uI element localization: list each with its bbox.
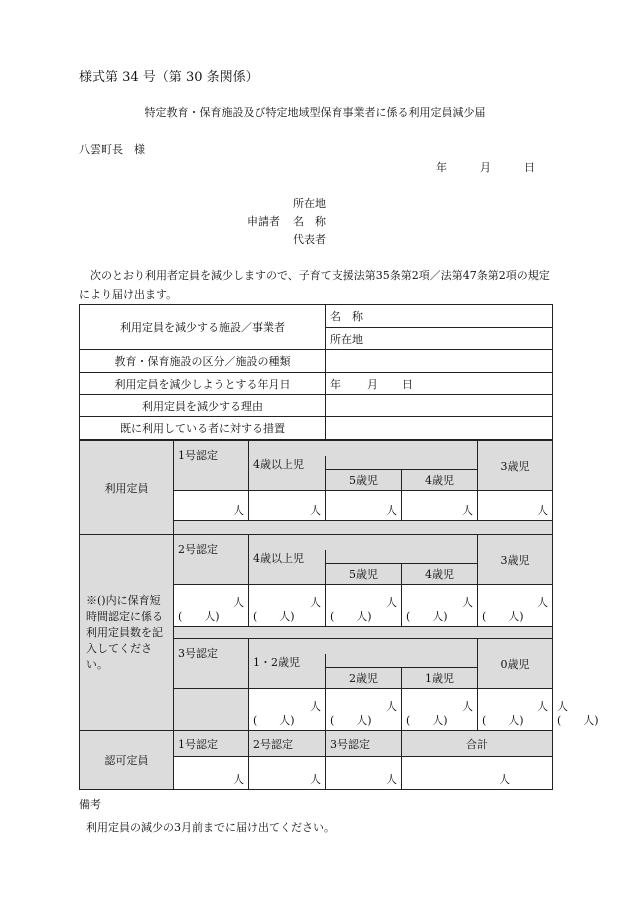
unit: 人 (310, 773, 321, 786)
age4-label-1: 4歳児 (402, 470, 478, 491)
unit: 人 (310, 596, 321, 609)
age3-label-1: 3歳児 (478, 441, 553, 491)
short-time-count: ( 人) (482, 714, 524, 727)
unit: 人 (462, 596, 473, 609)
approved-label: 認可定員 (80, 731, 174, 790)
short-time-count: ( 人) (253, 610, 295, 623)
unit: 人 (386, 596, 397, 609)
age2-label: 2歳児 (326, 668, 402, 689)
cert1-age5-count[interactable] (326, 491, 402, 521)
unit: 人 (386, 773, 397, 786)
reduction-year: 年 (330, 377, 341, 391)
cert1-age4plus-count[interactable] (249, 491, 326, 521)
capacity-note: ※()内に保育短時間認定に係る利用定員数を記入してください。 (80, 535, 174, 731)
capacity-label-cell (80, 441, 174, 535)
short-time-count: ( 人) (178, 610, 220, 623)
remarks-label: 備考 (79, 798, 101, 811)
unit: 人 (233, 596, 244, 609)
addressee: 八雲町長 様 (79, 143, 145, 156)
remarks-text: 利用定員の減少の3月前までに届け出てください。 (86, 821, 335, 834)
age0-label: 0歳児 (478, 639, 553, 689)
applicant-block (247, 195, 326, 249)
age12-label: 1・2歳児 (249, 654, 326, 689)
unit: 人 (310, 700, 321, 713)
intro-text: 次のとおり利用者定員を減少しますので、子育て支援法第35条第2項／法第47条第2項の規定により届け出ます。 (79, 269, 550, 301)
capacity-label: 利用定員 (104, 481, 149, 495)
cert3-age1-count[interactable] (478, 689, 553, 731)
unit: 人 (499, 773, 510, 786)
approved-total-label: 合計 (402, 731, 553, 757)
reduction-day: 日 (402, 377, 413, 391)
unit: 人 (233, 504, 244, 517)
date-month: 月 (480, 161, 491, 174)
category-label: 教育・保育施設の区分／施設の種類 (80, 350, 326, 373)
reason-label: 利用定員を減少する理由 (80, 395, 326, 417)
facility-address-field[interactable] (326, 328, 553, 350)
cert1-count[interactable] (174, 491, 249, 521)
facility-name-field[interactable] (326, 305, 553, 328)
approved-c1-label: 1号認定 (174, 731, 249, 757)
short-time-count: ( 人) (330, 610, 372, 623)
unit: 人 (537, 596, 548, 609)
age1-label: 1歳児 (402, 668, 478, 689)
cert2-age4-count[interactable] (402, 585, 478, 627)
cert1-age4-count[interactable] (402, 491, 478, 521)
age3-label-2: 3歳児 (478, 535, 553, 585)
date-day: 日 (524, 161, 535, 174)
short-time-count: ( 人) (482, 610, 524, 623)
facility-label: 利用定員を減少する施設／事業者 (80, 305, 326, 350)
category-field[interactable] (326, 350, 553, 373)
short-time-count: ( 人) (330, 714, 372, 727)
unit: 人 (462, 700, 473, 713)
applicant-name-label: 名 称 (293, 215, 326, 228)
measures-field[interactable] (326, 417, 553, 440)
applicant-address-label: 所在地 (293, 197, 326, 210)
cert3-count[interactable] (249, 689, 326, 731)
age4plus-label-1: 4歳以上児 (249, 456, 326, 491)
age4plus-label-2: 4歳以上児 (249, 550, 326, 585)
approved-c1-count[interactable] (174, 757, 249, 790)
unit: 人 (557, 700, 568, 713)
cert2-age5-count[interactable] (326, 585, 402, 627)
unit: 人 (386, 504, 397, 517)
facility-name-label: 名 称 (330, 310, 363, 323)
approved-c3-count[interactable] (326, 757, 402, 790)
cert2-label: 2号認定 (174, 535, 249, 585)
cert3-age12-count[interactable] (326, 689, 402, 731)
unit: 人 (537, 504, 548, 517)
submission-date (436, 159, 535, 175)
reduction-date-label: 利用定員を減少しようとする年月日 (80, 373, 326, 395)
applicant-representative-label: 代表者 (293, 233, 326, 246)
unit: 人 (462, 504, 473, 517)
age5-label-2: 5歳児 (326, 564, 402, 585)
short-time-count: ( 人) (406, 714, 448, 727)
cert1-age3-count[interactable] (478, 491, 553, 521)
cert3-age2-count[interactable] (402, 689, 478, 731)
cert2-count[interactable] (174, 585, 249, 627)
age4-label-2: 4歳児 (402, 564, 478, 585)
date-year: 年 (436, 161, 447, 174)
approved-total-count[interactable] (402, 757, 553, 790)
cert2-age3-count[interactable] (478, 585, 553, 627)
facility-address-label: 所在地 (330, 332, 363, 346)
info-table (79, 304, 553, 440)
approved-c2-count[interactable] (249, 757, 326, 790)
measures-label: 既に利用している者に対する措置 (80, 417, 326, 440)
approved-c3-label: 3号認定 (326, 731, 402, 757)
cert2-age4plus-count[interactable] (249, 585, 326, 627)
form-number: 様式第 34 号（第 30 条関係） (79, 70, 259, 85)
applicant-label: 申請者 (247, 215, 280, 228)
unit: 人 (233, 773, 244, 786)
reduction-month: 月 (367, 377, 378, 391)
reason-field[interactable] (326, 395, 553, 417)
approved-c2-label: 2号認定 (249, 731, 326, 757)
document-title: 特定教育・保育施設及び特定地域型保育事業者に係る利用定員減少届 (144, 106, 486, 119)
cert1-label: 1号認定 (174, 441, 249, 491)
capacity-table: 利用定員 1号認定 3歳児 4歳以上児 5歳児 4歳児 人 人 人 人 人 ※()内に保育短時間認定に係る利用定員数を記入してください。 2号認定 3歳児 4歳以上児 5歳児 4歳児 人 ( 人) 人 ( 人) 人 ( 人) 人 ( 人) 人 ( 人) 3号認定 0歳児 1・2歳児 2歳児 1歳児 人 ( 人) 人 ( 人) 人 ( 人) 人 ( 人) 人 ( 人) 認可定員 1号認定 2号認定 3号認定 合計 人 人 人 人 (79, 440, 553, 790)
short-time-count: ( 人) (406, 610, 448, 623)
cert3-label: 3号認定 (174, 639, 249, 689)
short-time-count: ( 人) (253, 714, 295, 727)
unit: 人 (310, 504, 321, 517)
reduction-date-field[interactable] (326, 373, 553, 395)
unit: 人 (537, 700, 548, 713)
unit: 人 (386, 700, 397, 713)
age5-label-1: 5歳児 (326, 470, 402, 491)
